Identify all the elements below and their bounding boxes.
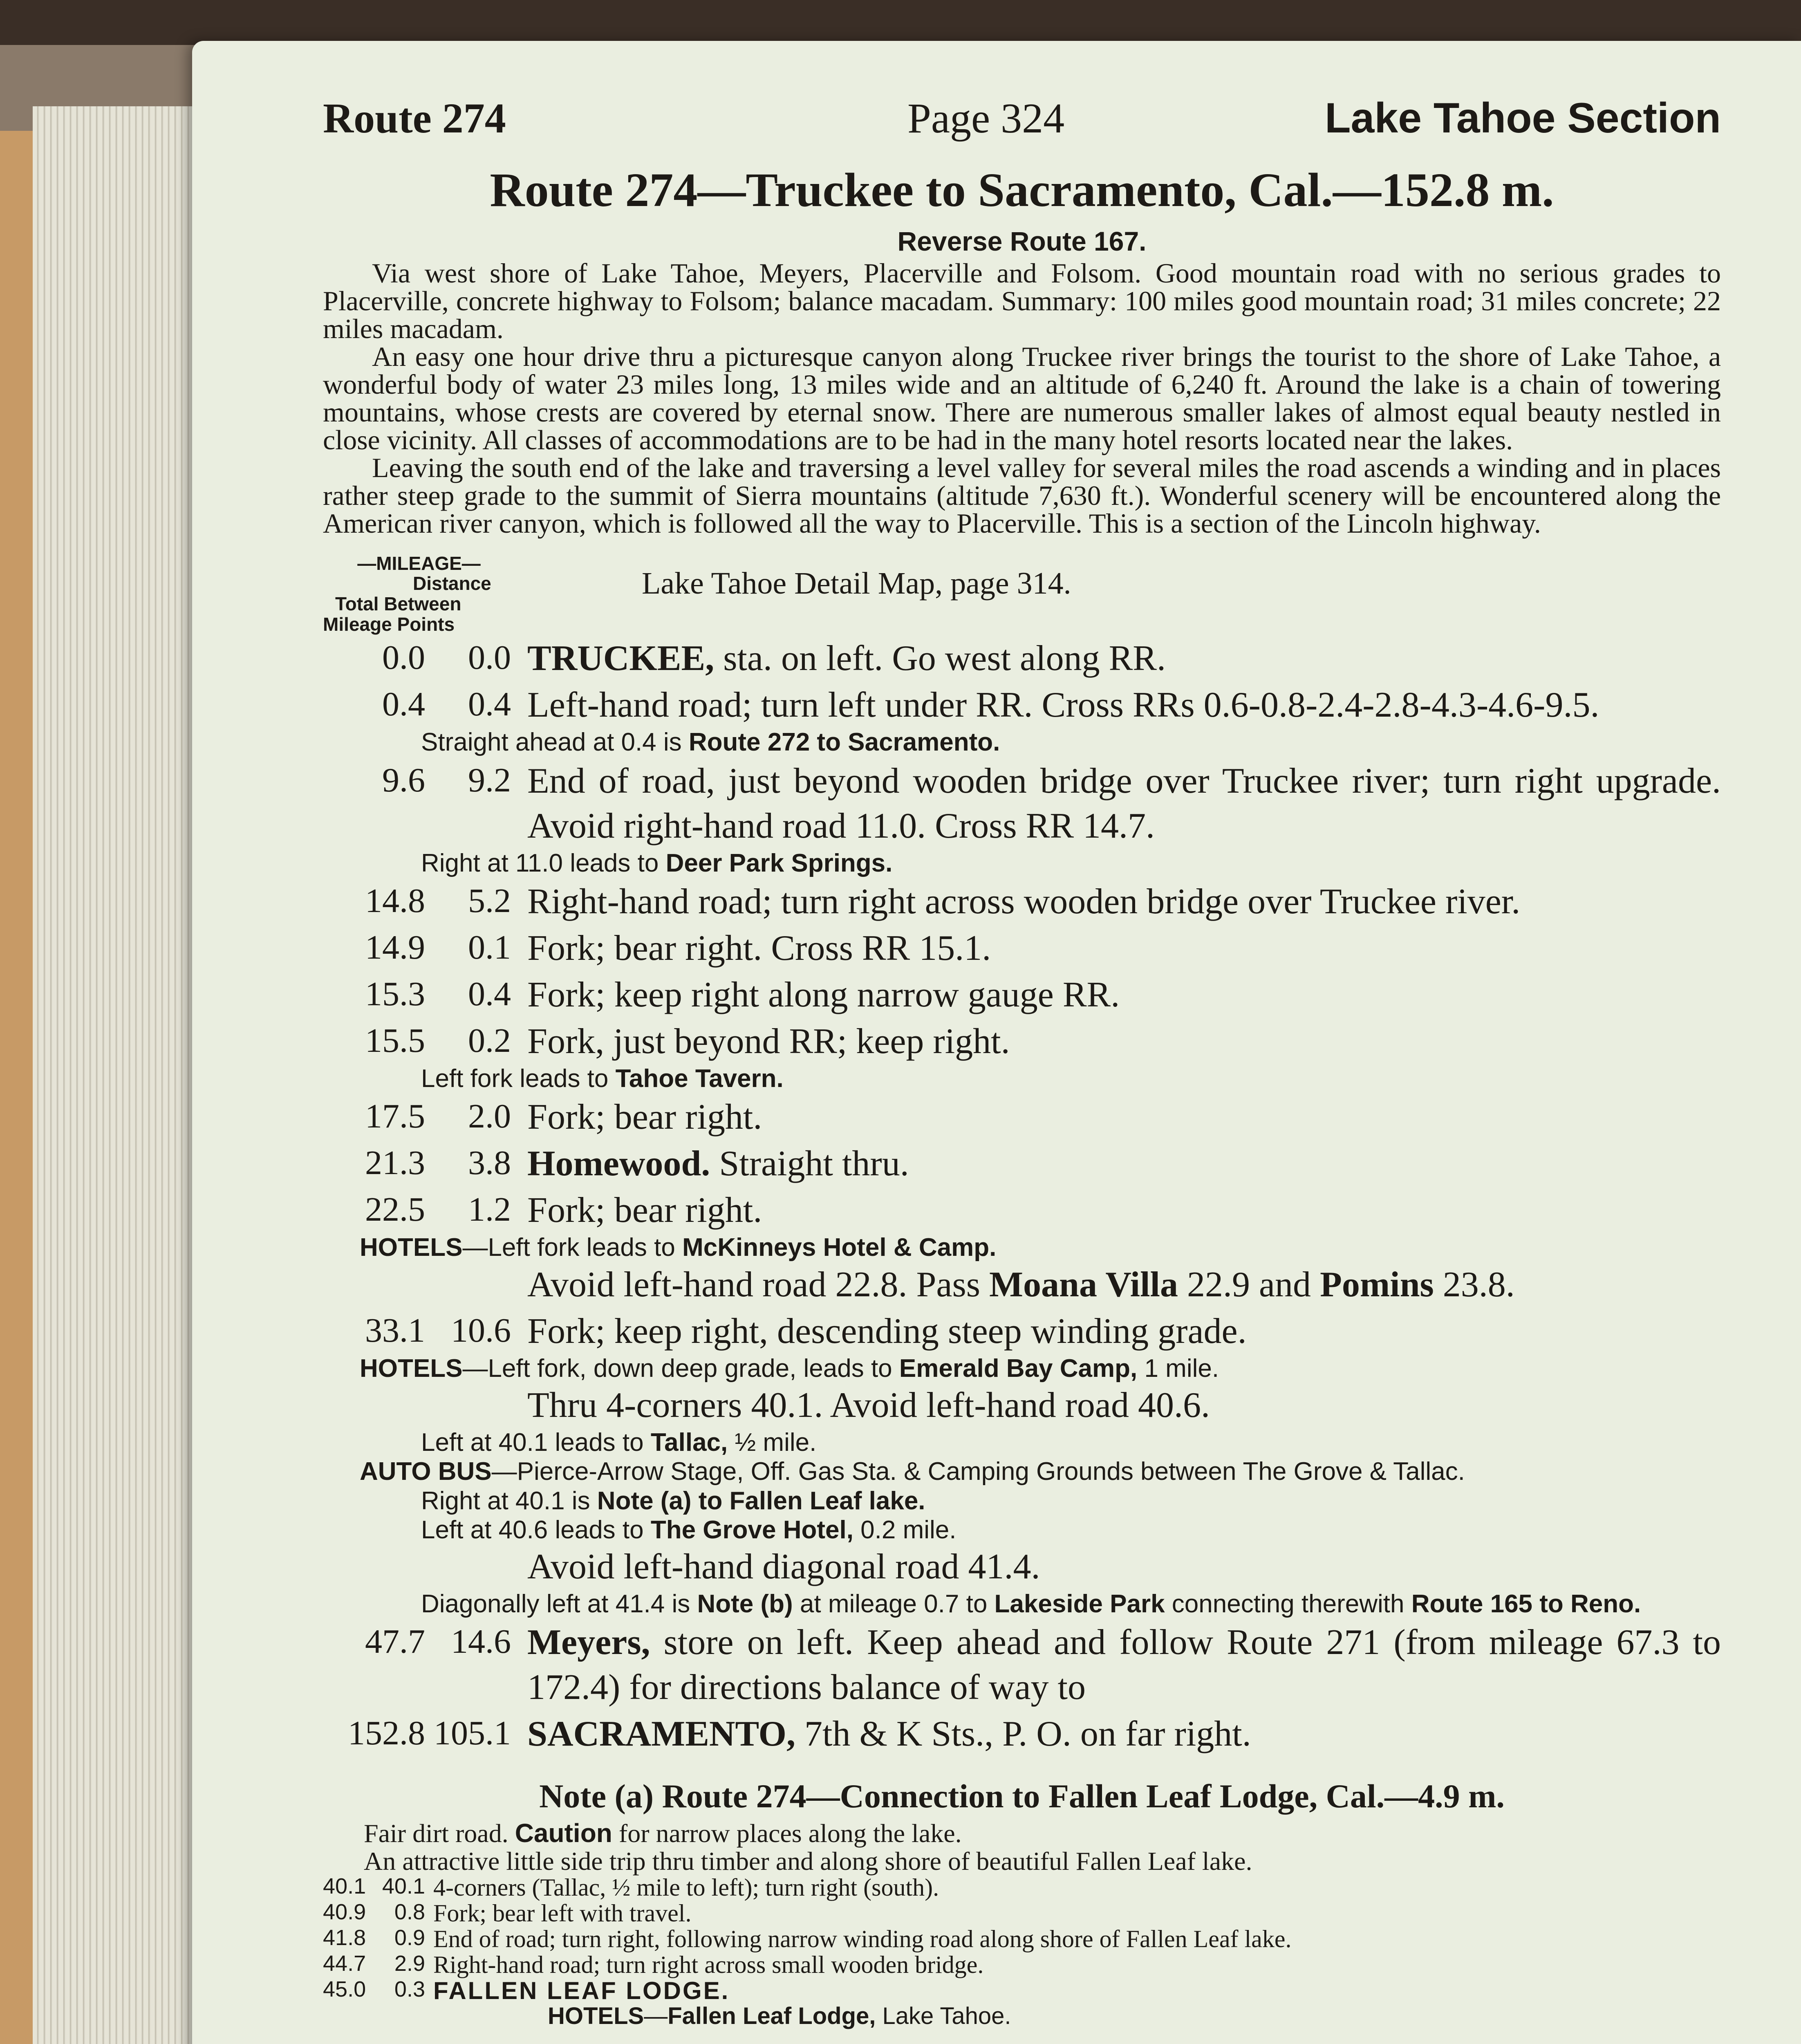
route-intro bbox=[323, 259, 1721, 537]
distance-between: 3.8 bbox=[468, 1144, 511, 1182]
side-note bbox=[323, 1589, 1721, 1618]
side-note bbox=[323, 728, 1721, 757]
header-route: Route 274 bbox=[323, 95, 506, 142]
note-row-text: End of road; turn right, following narrow winding road along shore of Fallen Leaf lake. bbox=[433, 1925, 1292, 1952]
side-note-text: Lake Tahoe. bbox=[876, 2002, 1011, 2029]
side-note-text: connecting therewith bbox=[1165, 1590, 1411, 1618]
side-note-text: 1 mile. bbox=[1137, 1354, 1219, 1383]
side-note-text: ½ mile. bbox=[728, 1428, 817, 1457]
background-top bbox=[0, 0, 1801, 45]
side-note-text: —Left fork, down deep grade, leads to bbox=[462, 1354, 899, 1383]
route-entry bbox=[323, 1188, 1721, 1233]
mileage-legend-line: Mileage Points bbox=[323, 613, 455, 635]
side-note-destination: The Grove Hotel, bbox=[650, 1515, 853, 1544]
note-row-text: 4-corners (Tallac, ½ mile to left); turn right (south). bbox=[433, 1874, 939, 1901]
map-reference: Lake Tahoe Detail Map, page 314. bbox=[642, 566, 1071, 601]
total-mileage: 152.8 bbox=[348, 1714, 425, 1753]
note-text: Fair dirt road. bbox=[364, 1819, 515, 1848]
route-entry bbox=[323, 1019, 1721, 1064]
route-entry bbox=[323, 1309, 1721, 1354]
note-distance: 0.9 bbox=[394, 1925, 425, 1950]
note-a-row bbox=[323, 1978, 1721, 2004]
total-mileage: 15.5 bbox=[365, 1022, 425, 1060]
side-note-destination: Deer Park Springs. bbox=[665, 849, 893, 877]
side-note bbox=[323, 1486, 1721, 1515]
side-note-destination: Tahoe Tavern. bbox=[615, 1065, 784, 1093]
mileage-legend-line: —MILEAGE— bbox=[357, 552, 481, 574]
mileage-legend bbox=[323, 554, 515, 635]
side-note-destination: McKinneys Hotel & Camp. bbox=[682, 1233, 997, 1262]
side-note-label: HOTELS bbox=[360, 1233, 463, 1262]
distance-between: 0.0 bbox=[468, 639, 511, 677]
note-row-text: Right-hand road; turn right across small wooden bridge. bbox=[433, 1951, 984, 1978]
note-total: 40.1 bbox=[323, 1874, 366, 1898]
entry-description: Fork; bear right. bbox=[527, 1097, 762, 1137]
side-note bbox=[323, 1515, 1721, 1544]
entry-description: Fork; bear right. bbox=[527, 1190, 762, 1230]
total-mileage: 33.1 bbox=[365, 1311, 425, 1349]
entry-description: Fork; keep right, descending steep winding grade. bbox=[527, 1311, 1247, 1351]
entry-description: Fork; bear right. Cross RR 15.1. bbox=[527, 928, 991, 968]
continuation-line: Avoid left-hand diagonal road 41.4. bbox=[527, 1547, 1040, 1587]
distance-between: 0.4 bbox=[468, 975, 511, 1013]
note-a-row bbox=[323, 1901, 1721, 1926]
note-a-row bbox=[323, 1952, 1721, 1978]
distance-between: 10.6 bbox=[451, 1311, 511, 1349]
note-row-text bbox=[433, 1978, 1721, 2004]
entry-description bbox=[527, 1620, 1721, 1710]
entry-description: End of road, just beyond wooden bridge over Truckee river; turn right upgrade. Avoid right-hand road 11.0. Cross RR 14.7. bbox=[527, 761, 1721, 846]
distance-between: 0.4 bbox=[468, 685, 511, 724]
route-entry bbox=[323, 879, 1721, 924]
total-mileage: 0.4 bbox=[382, 685, 425, 724]
side-note-destination: Lakeside Park bbox=[994, 1590, 1165, 1618]
side-note bbox=[323, 1354, 1721, 1383]
distance-between: 1.2 bbox=[468, 1190, 511, 1229]
total-mileage: 15.3 bbox=[365, 975, 425, 1013]
side-note bbox=[323, 1457, 1721, 1486]
side-note-label: HOTELS bbox=[548, 2002, 644, 2029]
side-note-text: Left fork leads to bbox=[421, 1065, 616, 1093]
route-entry bbox=[323, 1712, 1721, 1757]
side-note-destination: Fallen Leaf Lodge, bbox=[668, 2002, 876, 2029]
page-content bbox=[323, 94, 1721, 2044]
intro-paragraph: Leaving the south end of the lake and traversing a level valley for several miles the road ascends a winding and in places rather steep grade to the summit of Sierra mountains (altitude 7,630 ft.). Wonderful scenery will be encountered along the American river canyon, which is followed all the way to Placerville. This is a section of the Lincoln highway. bbox=[323, 452, 1721, 539]
route-entry bbox=[323, 926, 1721, 971]
route-entry bbox=[323, 636, 1721, 681]
intro-paragraph: An easy one hour drive thru a picturesque canyon along Truckee river brings the tourist to the shore of Lake Tahoe, a wonderful body of water 23 miles long, 13 miles wide and an altitude of 6,240 ft. Around the lake is a chain of towering mountains, whose crests are covered by eternal snow. There are numerous smaller lakes of almost equal beauty nestled in close vicinity. All classes of accommodations are to be had in the many hotel resorts located near the lakes. bbox=[323, 341, 1721, 455]
destination-name: FALLEN LEAF LODGE. bbox=[433, 1977, 730, 2004]
note-caution: Caution bbox=[515, 1818, 612, 1848]
side-note bbox=[323, 849, 1721, 878]
side-note-text: Left at 40.1 leads to bbox=[421, 1428, 651, 1457]
distance-between: 5.2 bbox=[468, 882, 511, 920]
side-note-text: — bbox=[644, 2002, 668, 2029]
distance-between: 0.1 bbox=[468, 928, 511, 967]
continuation-text: 23.8. bbox=[1434, 1264, 1515, 1304]
note-distance: 40.1 bbox=[382, 1874, 425, 1898]
route-entry bbox=[323, 1095, 1721, 1140]
place-name: SACRAMENTO, bbox=[527, 1714, 796, 1754]
side-note-text: Diagonally left at 41.4 is bbox=[421, 1590, 697, 1618]
side-note-label: HOTELS bbox=[360, 1354, 463, 1383]
route-entry bbox=[323, 973, 1721, 1018]
total-mileage: 47.7 bbox=[365, 1623, 425, 1661]
route-subtitle: Reverse Route 167. bbox=[897, 226, 1147, 256]
entry-description bbox=[527, 1712, 1721, 1757]
place-name: Pomins bbox=[1320, 1264, 1434, 1304]
side-note bbox=[323, 1064, 1721, 1093]
side-note-text: —Pierce-Arrow Stage, Off. Gas Sta. & Camping Grounds between The Grove & Tallac. bbox=[491, 1457, 1465, 1486]
entry-text: store on left. Keep ahead and follow Route 271 (from mileage 67.3 to 172.4) for directions balance of way to bbox=[527, 1623, 1721, 1708]
route-entry bbox=[323, 1620, 1721, 1710]
mileage-legend-line: Total Between bbox=[335, 593, 461, 615]
entry-description: Left-hand road; turn left under RR. Cross RRs 0.6-0.8-2.4-2.8-4.3-4.6-9.5. bbox=[527, 685, 1599, 725]
side-note-destination: Tallac, bbox=[650, 1428, 728, 1457]
total-mileage: 9.6 bbox=[382, 761, 425, 799]
distance-between: 14.6 bbox=[451, 1623, 511, 1661]
place-name: Meyers, bbox=[527, 1623, 650, 1663]
note-text: for narrow places along the lake. bbox=[612, 1819, 962, 1848]
total-mileage: 14.8 bbox=[365, 882, 425, 920]
note-a-title: Note (a) Route 274—Connection to Fallen Leaf Lodge, Cal.—4.9 m. bbox=[539, 1777, 1505, 1815]
entry-description: Fork, just beyond RR; keep right. bbox=[527, 1022, 1010, 1062]
distance-between: 105.1 bbox=[434, 1714, 511, 1753]
entry-text: Straight thru. bbox=[710, 1144, 909, 1184]
side-note-text: 0.2 mile. bbox=[853, 1515, 957, 1544]
mileage-legend-line: Distance bbox=[413, 573, 491, 594]
note-distance: 0.3 bbox=[394, 1977, 425, 2001]
note-a-paragraph: An attractive little side trip thru timber and along shore of beautiful Fallen Leaf lake. bbox=[364, 1846, 1252, 1876]
entry-text: sta. on left. Go west along RR. bbox=[714, 639, 1166, 679]
side-note-label: AUTO BUS bbox=[360, 1457, 492, 1486]
note-row-text: Fork; bear left with travel. bbox=[433, 1899, 692, 1927]
note-a-row bbox=[323, 1875, 1721, 1901]
side-note-text: Right at 40.1 is bbox=[421, 1486, 597, 1515]
total-mileage: 21.3 bbox=[365, 1144, 425, 1182]
distance-between: 9.2 bbox=[468, 761, 511, 799]
place-name: Moana Villa bbox=[989, 1264, 1178, 1304]
header-section: Lake Tahoe Section bbox=[1324, 94, 1721, 142]
entry-description bbox=[527, 1141, 1721, 1186]
note-distance: 0.8 bbox=[394, 1899, 425, 1924]
side-note-text: —Left fork leads to bbox=[462, 1233, 683, 1262]
route-entry bbox=[323, 759, 1721, 849]
continuation-text: Avoid left-hand road 22.8. Pass bbox=[527, 1264, 989, 1304]
side-note-text: Straight ahead at 0.4 is bbox=[421, 728, 689, 757]
side-note-destination: Emerald Bay Camp, bbox=[899, 1354, 1138, 1383]
entry-description bbox=[527, 636, 1721, 681]
total-mileage: 17.5 bbox=[365, 1097, 425, 1136]
distance-between: 0.2 bbox=[468, 1022, 511, 1060]
running-header bbox=[323, 94, 1721, 159]
total-mileage: 14.9 bbox=[365, 928, 425, 967]
place-name: Homewood. bbox=[527, 1144, 710, 1184]
note-distance: 2.9 bbox=[394, 1951, 425, 1976]
continuation-line: Thru 4-corners 40.1. Avoid left-hand road 40.6. bbox=[527, 1385, 1210, 1425]
side-note-destination: Route 165 to Reno. bbox=[1411, 1590, 1641, 1618]
side-note-text: Right at 11.0 leads to bbox=[421, 849, 666, 877]
entry-description: Fork; keep right along narrow gauge RR. bbox=[527, 975, 1120, 1015]
note-a-hotels bbox=[323, 2004, 1721, 2029]
side-note-text: at mileage 0.7 to bbox=[793, 1590, 995, 1618]
distance-between: 2.0 bbox=[468, 1097, 511, 1136]
note-a-row bbox=[323, 1926, 1721, 1952]
route-entry bbox=[323, 1141, 1721, 1186]
place-name: TRUCKEE, bbox=[527, 639, 715, 679]
note-total: 40.9 bbox=[323, 1899, 366, 1924]
total-mileage: 22.5 bbox=[365, 1190, 425, 1229]
note-total: 41.8 bbox=[323, 1925, 366, 1950]
side-note-destination: Route 272 to Sacramento. bbox=[688, 728, 1000, 757]
header-page-number: Page 324 bbox=[907, 95, 1065, 142]
total-mileage: 0.0 bbox=[382, 639, 425, 677]
side-note-text: Left at 40.6 leads to bbox=[421, 1515, 651, 1544]
side-note-destination: Note (a) to Fallen Leaf lake. bbox=[597, 1486, 925, 1515]
entry-text: 7th & K Sts., P. O. on far right. bbox=[795, 1714, 1251, 1754]
note-total: 44.7 bbox=[323, 1951, 366, 1976]
side-note-destination: Note (b) bbox=[697, 1590, 793, 1618]
note-total: 45.0 bbox=[323, 1977, 366, 2001]
route-entry bbox=[323, 683, 1721, 728]
route-title: Route 274—Truckee to Sacramento, Cal.—152.8 m. bbox=[490, 163, 1554, 217]
page-edges bbox=[33, 106, 204, 2044]
side-note bbox=[323, 1233, 1721, 1262]
mileage-header bbox=[323, 554, 1721, 635]
note-a-paragraph bbox=[323, 1820, 1721, 1847]
intro-paragraph: Via west shore of Lake Tahoe, Meyers, Placerville and Folsom. Good mountain road with no serious grades to Placerville, concrete highway to Folsom; balance macadam. Summary: 100 miles good mountain road; 31 miles concrete; 22 miles macadam. bbox=[323, 257, 1721, 344]
continuation-text: 22.9 and bbox=[1178, 1264, 1320, 1304]
continuation-line bbox=[527, 1262, 1721, 1307]
side-note bbox=[323, 1428, 1721, 1457]
entry-description: Right-hand road; turn right across wooden bridge over Truckee river. bbox=[527, 882, 1521, 922]
